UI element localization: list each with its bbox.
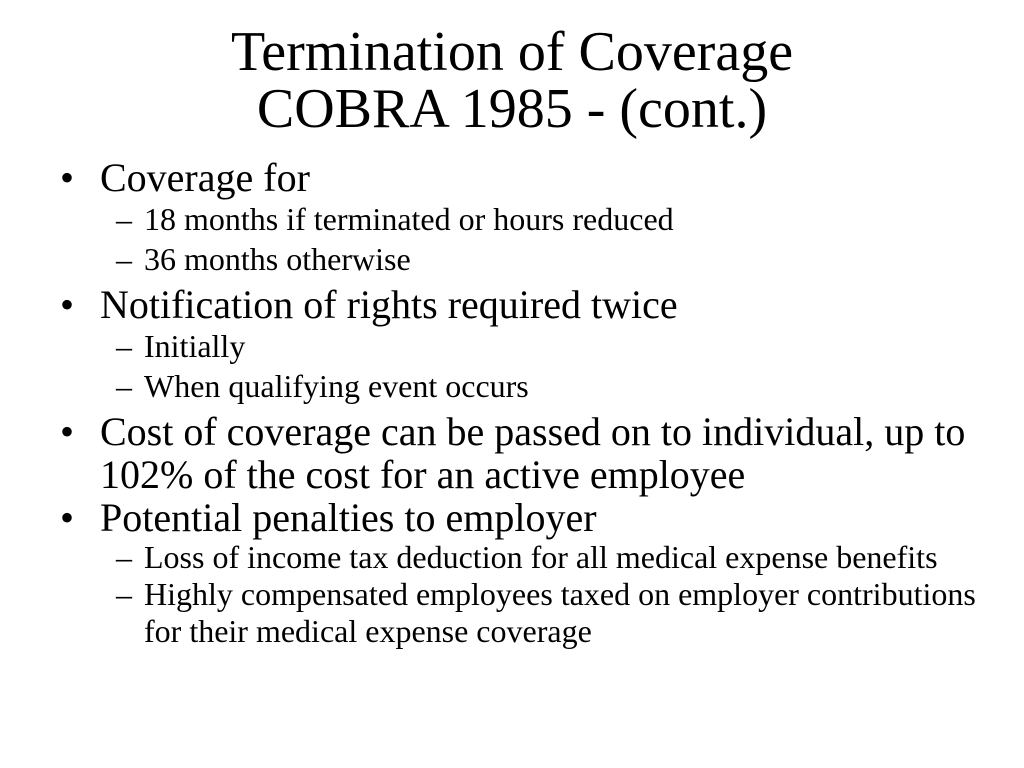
- sub-bullet-item: [60, 576, 1010, 650]
- bullet-text: Notification of rights required twice: [100, 282, 678, 327]
- sub-bullet-item: [60, 239, 1010, 279]
- sub-bullet-text: When qualifying event occurs: [144, 368, 529, 404]
- sub-bullet-text: 18 months if terminated or hours reduced: [144, 201, 674, 237]
- sub-bullet-text: 36 months otherwise: [144, 241, 411, 277]
- bullet-text: Potential penalties to employer: [100, 495, 597, 540]
- bullet-item: [60, 410, 1010, 496]
- sub-bullet-text: Loss of income tax deduction for all medical expense benefits: [144, 539, 938, 575]
- dash-marker: –: [116, 241, 132, 277]
- sub-bullet-item: [60, 366, 1010, 406]
- dash-marker: –: [116, 201, 132, 237]
- bullet-marker: •: [60, 495, 75, 540]
- title-line-1: Termination of Coverage: [230, 21, 794, 83]
- sub-bullet-item: [60, 199, 1010, 239]
- bullet-item: [60, 283, 1010, 326]
- bullet-item: [60, 156, 1010, 199]
- dash-marker: –: [116, 328, 132, 364]
- dash-marker: –: [116, 539, 132, 575]
- bullet-marker: •: [60, 409, 75, 454]
- title-line-2: COBRA 1985 - (cont.): [256, 78, 768, 140]
- bullet-marker: •: [60, 155, 75, 200]
- bullet-marker: •: [60, 282, 75, 327]
- bullet-text: Cost of coverage can be passed on to individual, up to 102% of the cost for an active employee: [100, 409, 966, 497]
- bullet-item: [60, 496, 1010, 539]
- dash-marker: –: [116, 576, 132, 612]
- bullet-text: Coverage for: [100, 155, 310, 200]
- dash-marker: –: [116, 368, 132, 404]
- sub-bullet-text: Initially: [144, 328, 246, 364]
- sub-bullet-item: [60, 539, 1010, 576]
- sub-bullet-item: [60, 326, 1010, 366]
- sub-bullet-text: Highly compensated employees taxed on employer contributions for their medical expense coverage: [144, 576, 976, 649]
- bullet-list: [60, 156, 1010, 650]
- slide-title: [0, 21, 1024, 140]
